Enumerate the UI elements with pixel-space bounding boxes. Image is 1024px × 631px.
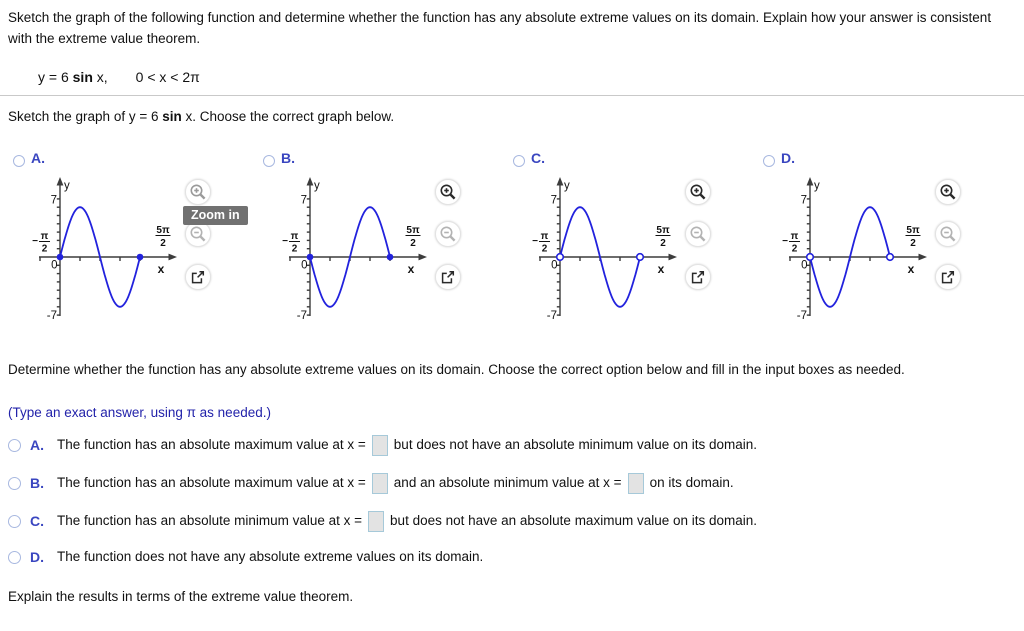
svg-text:0: 0	[551, 259, 558, 272]
graph-option-a	[0, 0, 250, 345]
graph-option-a-radio[interactable]	[13, 155, 25, 167]
answer-a-text-1: The function has an absolute maximum value at x =	[57, 437, 366, 452]
graph-option-d-radio[interactable]	[763, 155, 775, 167]
endpoint-marker	[807, 254, 814, 261]
svg-text:7: 7	[550, 194, 557, 207]
zoom-in-icon	[438, 182, 458, 202]
answer-d-radio[interactable]	[8, 551, 21, 564]
x-axis-arrow	[169, 254, 178, 261]
explain-prompt: Explain the results in terms of the extreme value theorem.	[8, 589, 354, 604]
svg-text:2: 2	[791, 243, 798, 255]
answer-option-d	[8, 546, 483, 568]
x-axis-arrow	[669, 254, 678, 261]
equation-sin: sin	[72, 69, 93, 85]
svg-text:-7: -7	[796, 310, 807, 322]
zoom-out-icon	[938, 224, 958, 244]
zoom-out-icon	[438, 224, 458, 244]
svg-text:2: 2	[541, 243, 548, 255]
answer-b-input-2[interactable]	[628, 473, 644, 494]
zoom-in-button[interactable]	[935, 179, 961, 205]
answer-a-radio[interactable]	[8, 439, 21, 452]
svg-text:π: π	[40, 231, 49, 242]
svg-text:x: x	[907, 262, 915, 276]
sketch-prompt-pre: Sketch the graph of y = 6	[8, 109, 163, 124]
svg-text:7: 7	[300, 194, 307, 207]
zoom-in-button[interactable]	[685, 179, 711, 205]
zoom-in-icon	[188, 182, 208, 202]
zoom-in-button[interactable]	[435, 179, 461, 205]
svg-text:0: 0	[801, 259, 808, 272]
endpoint-marker	[637, 254, 644, 261]
y-axis-arrow	[307, 177, 314, 186]
graph-c-thumbnail[interactable]	[530, 176, 680, 326]
endpoint-marker	[887, 254, 894, 261]
zoom-out-button[interactable]	[435, 221, 461, 247]
expand-graph-button[interactable]	[685, 264, 711, 290]
graph-d-thumbnail[interactable]	[780, 176, 930, 326]
graph-option-c	[500, 0, 750, 345]
svg-text:y: y	[64, 180, 70, 192]
answer-c-letter: C.	[30, 513, 44, 529]
svg-text:2: 2	[41, 243, 48, 255]
answer-c-text	[57, 510, 757, 532]
svg-text:2: 2	[910, 238, 916, 249]
answer-b-radio[interactable]	[8, 477, 21, 490]
answer-c-input[interactable]	[368, 511, 384, 532]
answer-d-text-1: The function does not have any absolute extreme values on its domain.	[57, 549, 484, 564]
sketch-prompt-sin: sin	[162, 109, 182, 124]
graph-option-c-label: C.	[531, 150, 545, 166]
graph-option-c-radio[interactable]	[513, 155, 525, 167]
equation-domain: 0 < x < 2π	[135, 69, 200, 85]
answer-a-input[interactable]	[372, 435, 388, 456]
determine-prompt: Determine whether the function has any absolute extreme values on its domain. Choose the correct option below and fill in the input boxes as needed.	[8, 362, 905, 377]
exact-answer-note: (Type an exact answer, using π as needed.)	[8, 405, 271, 420]
svg-text:2: 2	[291, 243, 298, 255]
svg-text:y: y	[814, 180, 820, 192]
graph-option-d-label: D.	[781, 150, 795, 166]
external-link-icon	[438, 267, 458, 287]
svg-text:x: x	[407, 262, 415, 276]
endpoint-marker	[387, 254, 394, 261]
svg-text:-7: -7	[296, 310, 307, 322]
answer-c-radio[interactable]	[8, 515, 21, 528]
svg-text:5π: 5π	[656, 225, 670, 236]
zoom-in-tooltip: Zoom in	[183, 206, 248, 225]
svg-text:π: π	[790, 231, 799, 242]
svg-text:0: 0	[51, 259, 58, 272]
graph-option-b-label: B.	[281, 150, 295, 166]
svg-text:7: 7	[50, 194, 57, 207]
zoom-out-icon	[188, 224, 208, 244]
y-axis-arrow	[57, 177, 64, 186]
svg-text:x: x	[657, 262, 665, 276]
question-text: Sketch the graph of the following function and determine whether the function has any absolute extreme values on its domain. Explain how your answer is consistent with the extreme value theorem.	[8, 10, 992, 46]
y-axis-arrow	[807, 177, 814, 186]
sketch-prompt-post: x. Choose the correct graph below.	[181, 109, 395, 124]
svg-text:5π: 5π	[906, 225, 920, 236]
expand-graph-button[interactable]	[185, 264, 211, 290]
zoom-in-button[interactable]	[185, 179, 211, 205]
expand-graph-button[interactable]	[935, 264, 961, 290]
zoom-out-button[interactable]	[685, 221, 711, 247]
external-link-icon	[688, 267, 708, 287]
graph-option-d	[750, 0, 1000, 345]
external-link-icon	[938, 267, 958, 287]
svg-text:2: 2	[660, 238, 666, 249]
answer-b-text-3: on its domain.	[649, 475, 734, 490]
svg-text:2: 2	[410, 238, 416, 249]
answer-b-text-1: The function has an absolute maximum value at x =	[57, 475, 366, 490]
answer-b-text	[57, 472, 734, 494]
answer-option-a	[8, 434, 757, 456]
x-axis-arrow	[919, 254, 928, 261]
svg-text:5π: 5π	[406, 225, 420, 236]
svg-text:-7: -7	[546, 310, 557, 322]
svg-text:7: 7	[800, 194, 807, 207]
svg-text:-7: -7	[46, 310, 57, 322]
graph-option-a-label: A.	[31, 150, 45, 166]
svg-text:y: y	[314, 180, 320, 192]
expand-graph-button[interactable]	[435, 264, 461, 290]
svg-text:−: −	[532, 236, 538, 247]
graph-option-b-radio[interactable]	[263, 155, 275, 167]
svg-text:−: −	[32, 236, 38, 247]
answer-a-text	[57, 434, 757, 456]
svg-text:−: −	[782, 236, 788, 247]
svg-text:−: −	[282, 236, 288, 247]
answer-c-text-1: The function has an absolute minimum value at x =	[57, 513, 363, 528]
equation-rhs: x,	[92, 69, 108, 85]
svg-text:0: 0	[301, 259, 308, 272]
answer-a-text-2: but does not have an absolute minimum value on its domain.	[393, 437, 758, 452]
svg-text:y: y	[564, 180, 570, 192]
answer-c-text-2: but does not have an absolute maximum value on its domain.	[390, 513, 758, 528]
answer-b-letter: B.	[30, 475, 44, 491]
svg-text:π: π	[290, 231, 299, 242]
svg-text:x: x	[157, 262, 165, 276]
zoom-out-button[interactable]	[935, 221, 961, 247]
endpoint-marker	[557, 254, 564, 261]
svg-text:π: π	[540, 231, 549, 242]
svg-text:5π: 5π	[156, 225, 170, 236]
answer-b-text-2: and an absolute minimum value at x =	[393, 475, 622, 490]
zoom-in-icon	[688, 182, 708, 202]
zoom-in-icon	[938, 182, 958, 202]
graph-b-thumbnail[interactable]	[280, 176, 430, 326]
answer-d-letter: D.	[30, 549, 44, 565]
zoom-out-icon	[688, 224, 708, 244]
answer-a-letter: A.	[30, 437, 44, 453]
endpoint-marker	[57, 254, 64, 261]
equation-lhs: y = 6	[38, 69, 73, 85]
svg-text:2: 2	[160, 238, 166, 249]
answer-d-text	[57, 546, 483, 568]
x-axis-arrow	[419, 254, 428, 261]
answer-b-input-1[interactable]	[372, 473, 388, 494]
endpoint-marker	[307, 254, 314, 261]
answer-option-b	[8, 472, 734, 494]
endpoint-marker	[137, 254, 144, 261]
external-link-icon	[188, 267, 208, 287]
graph-option-b	[250, 0, 500, 345]
graph-a-thumbnail[interactable]	[30, 176, 180, 326]
y-axis-arrow	[557, 177, 564, 186]
answer-option-c	[8, 510, 757, 532]
